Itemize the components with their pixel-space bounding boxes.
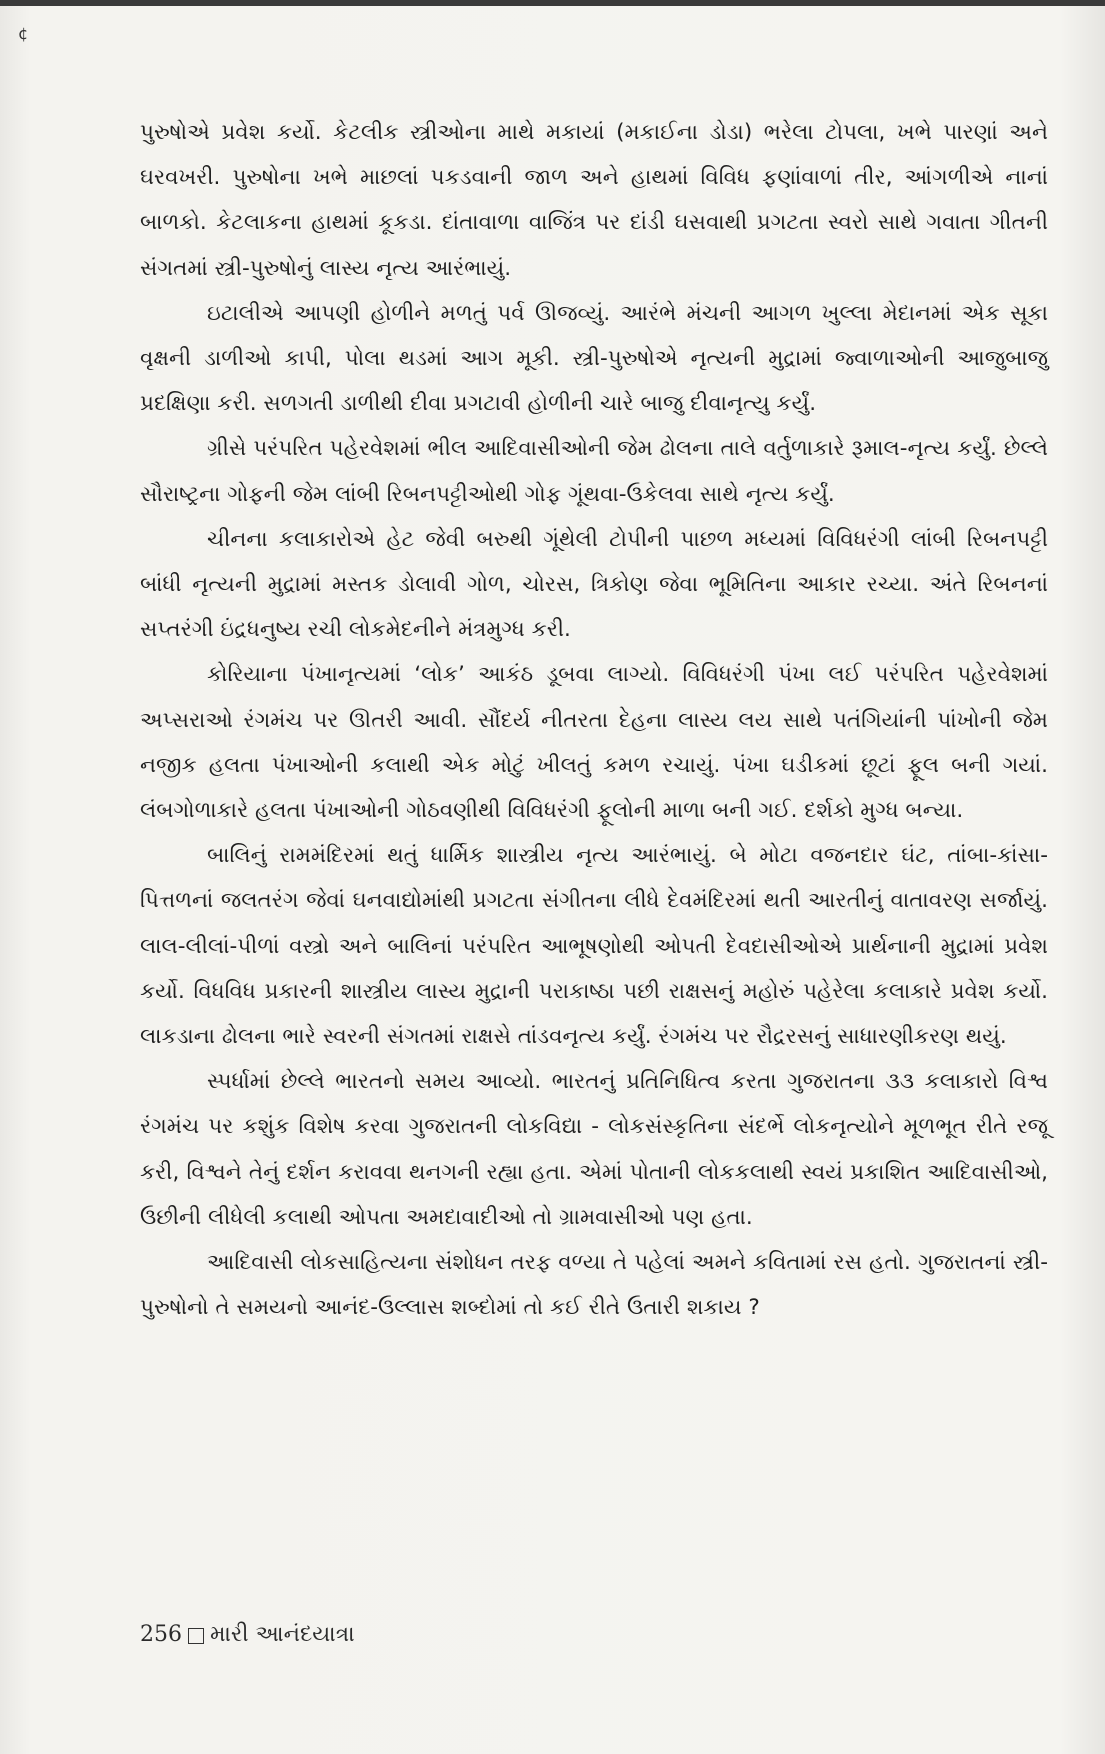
paragraph-tribal-literature: આદિવાસી લોકસાહિત્યના સંશોધન તરફ વળ્યા તે પહેલાં અમને કવિતામાં રસ હતો. ગુજરાતનાં સ્ત્રી-પુરુષોનો તે સમયનો આનંદ-ઉલ્લાસ શબ્દોમાં તો કઈ રીતે ઉતારી શકાય ? xyxy=(140,1250,1048,1321)
paragraph-china: ચીનના કલાકારોએ હેટ જેવી બરુથી ગૂંથેલી ટોપીની પાછળ મધ્યમાં વિવિધરંગી લાંબી રિબનપટ્ટી બાંધી નૃત્યની મુદ્રામાં મસ્તક ડોલાવી ગોળ, ચોરસ, ત્રિકોણ જેવા ભૂમિતિના આકાર રચ્યા. અંતે રિબનનાં સપ્તરંગી ઇંદ્રધનુષ્ય રચી લોકમેદનીને મંત્રમુગ્ધ કરી. xyxy=(140,526,1048,643)
book-title: મારી આનંદયાત્રા xyxy=(210,1622,355,1647)
paragraph-india: સ્પર્ધામાં છેલ્લે ભારતનો સમય આવ્યો. ભારતનું પ્રતિનિધિત્વ કરતા ગુજરાતના ૩૩ કલાકારો વિશ્વ રંગમંચ પર કશુંક વિશેષ કરવા ગુજરાતની લોકવિદ્યા - લોકસંસ્કૃતિના સંદર્ભે લોકનૃત્યોને મૂળભૂત રીતે રજૂ કરી, વિશ્વને તેનું દર્શન કરાવવા થનગની રહ્યા હતા. એમાં પોતાની લોકકલાથી સ્વયં પ્રકાશિત આદિવાસીઓ, ઉછીની લીધેલી કલાથી ઓપતા અમદાવાદીઓ તો ગ્રામવાસીઓ પણ હતા. xyxy=(140,1069,1048,1230)
page-footer xyxy=(140,1622,355,1647)
paragraph-korea: કોરિયાના પંખાનૃત્યમાં ‘લોક’ આકંઠ ડૂબવા લાગ્યો. વિવિધરંગી પંખા લઈ પરંપરિત પહેરવેશમાં અપ્સરાઓ રંગમંચ પર ઊતરી આવી. સૌંદર્ય નીતરતા દેહના લાસ્ય લય સાથે પતંગિયાંની પાંખોની જેમ નજીક હલતા પંખાઓની કલાથી એક મોટું ખીલતું કમળ રચાયું. પંખા ઘડીકમાં છૂટાં ફૂલ બની ગયાં. લંબગોળાકારે હલતા પંખાઓની ગોઠવણીથી વિવિધરંગી ફૂલોની માળા બની ગઈ. દર્શકો મુગ્ધ બન્યા. xyxy=(140,662,1048,824)
paragraph-italy: ઇટાલીએ આપણી હોળીને મળતું પર્વ ઊજવ્યું. આરંભે મંચની આગળ ખુલ્લા મેદાનમાં એક સૂકા વૃક્ષની ડાળીઓ કાપી, પોલા થડમાં આગ મૂકી. સ્ત્રી-પુરુષોએ નૃત્યની મુદ્રામાં જ્વાળાઓની આજુબાજુ પ્રદક્ષિણા કરી. સળગતી ડાળીથી દીવા પ્રગટાવી હોળીની ચારે બાજુ દીવાનૃત્યુ કર્યું. xyxy=(140,300,1048,417)
square-separator-icon xyxy=(188,1628,204,1644)
body-text xyxy=(140,110,1048,1330)
paragraph-greece: ગ્રીસે પરંપરિત પહેરવેશમાં ભીલ આદિવાસીઓની જેમ ઢોલના તાલે વર્તુળાકારે રૂમાલ-નૃત્ય કર્યું. છેલ્લે સૌરાષ્ટ્રના ગોફની જેમ લાંબી રિબનપટ્ટીઓથી ગોફ ગૂંથવા-ઉકેલવા સાથે નૃત્ય કર્યું. xyxy=(140,436,1048,507)
paragraph-continuation: પુરુષોએ પ્રવેશ કર્યો. કેટલીક સ્ત્રીઓના માથે મકાયાં (મકાઈના ડોડા) ભરેલા ટોપલા, ખભે પારણાં અને ઘરવખરી. પુરુષોના ખભે માછલાં પકડવાની જાળ અને હાથમાં વિવિધ ફણાંવાળાં તીર, આંગળીએ નાનાં બાળકો. કેટલાકના હાથમાં કૂકડા. દાંતાવાળા વાજિંત્ર પર દાંડી ઘસવાથી પ્રગટતા સ્વરો સાથે ગવાતા ગીતની સંગતમાં સ્ત્રી-પુરુષોનું લાસ્ય નૃત્ય આરંભાયું. xyxy=(140,120,1048,281)
page-top-edge xyxy=(0,0,1105,6)
edge-mark: ¢ xyxy=(18,24,29,43)
paragraph-bali: બાલિનું રામમંદિરમાં થતું ધાર્મિક શાસ્ત્રીય નૃત્ય આરંભાયું. બે મોટા વજનદાર ઘંટ, તાંબા-કાંસા-પિત્તળનાં જલતરંગ જેવાં ઘનવાદ્યોમાંથી પ્રગટતા સંગીતના લીધે દેવમંદિરમાં થતી આરતીનું વાતાવરણ સર્જાયું. લાલ-લીલાં-પીળાં વસ્ત્રો અને બાલિનાં પરંપરિત આભૂષણોથી ઓપતી દેવદાસીઓએ પ્રાર્થનાની મુદ્રામાં પ્રવેશ કર્યો. વિધવિધ પ્રકારની શાસ્ત્રીય લાસ્ય મુદ્રાની પરાકાષ્ઠા પછી રાક્ષસનું મહોરું પહેરેલા કલાકારે પ્રવેશ કર્યો. લાકડાના ઢોલના ભારે સ્વરની સંગતમાં રાક્ષસે તાંડવનૃત્ય કર્યું. રંગમંચ પર રૌદ્રરસનું સાધારણીકરણ થયું. xyxy=(140,843,1048,1050)
page-number: 256 xyxy=(140,1622,182,1647)
